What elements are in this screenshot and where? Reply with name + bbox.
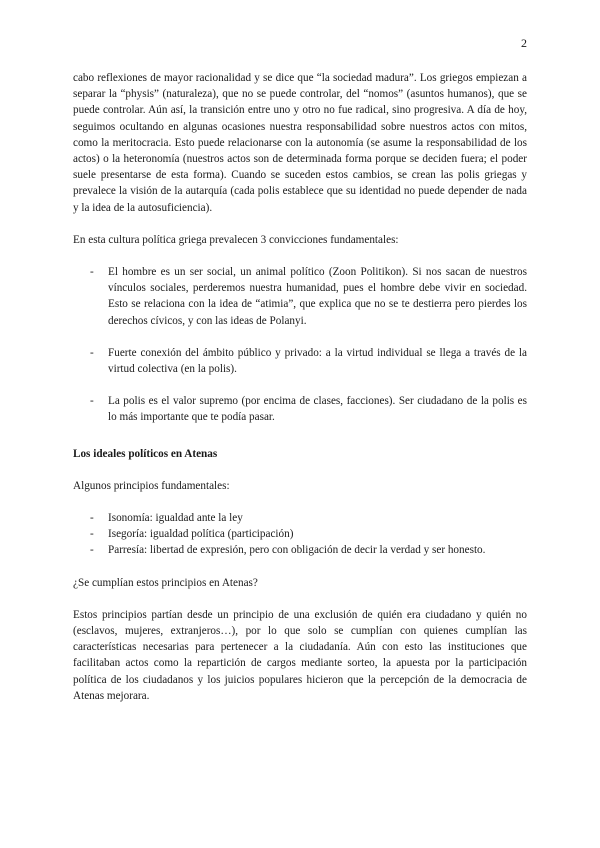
document-body [73, 70, 527, 704]
convictions-list [73, 264, 527, 426]
list-item-text: El hombre es un ser social, un animal político (Zoon Politikon). Si nos sacan de nuestros vínculos sociales, perderemos nuestra humanidad, pues el hombre debe vivir en sociedad. Esto se relaciona con la idea de “atimia”, que explica que no se te destierra pero pierdes los derechos cívicos, y con las ideas de Polanyi. [108, 266, 527, 327]
list-item [73, 264, 527, 329]
list-item [73, 510, 527, 526]
bullet-dash: - [90, 512, 94, 525]
principles-intro: Algunos principios fundamentales: [73, 479, 230, 492]
list-item-text: La polis es el valor supremo (por encima de clases, facciones). Ser ciudadano de la polis es lo más importante que te podía pasar. [108, 395, 527, 424]
bullet-dash: - [90, 528, 94, 541]
list-item [73, 542, 527, 558]
bullet-dash: - [90, 266, 94, 279]
body-paragraph: cabo reflexiones de mayor racionalidad y se dice que “la sociedad madura”. Los griegos empiezan a separar la “physis” (naturaleza), que no se puede controlar, del “nomos” (asuntos humanos), que se puede controlar. Aún así, la transición entre uno y otro no fue radical, sino progresiva. A día de hoy, seguimos ocultando en algunas ocasiones nuestra responsabilidad sobre nuestros actos con mitos, como la meritocracia. Esto puede relacionarse con la autonomía (se asume la responsabilidad de los actos) o la heteronomía (nuestros actos son de determinada forma porque se deciden fuera; el poder suele presentarse de esta forma). Cuando se suceden estos cambios, se crean las polis griegas y prevalece la visión de la autarquía (cada polis establece que su identidad no puede depender de nada y la idea de la autosuficiencia). [73, 72, 527, 214]
list-item [73, 345, 527, 377]
list-item [73, 526, 527, 542]
question-text: ¿Se cumplían estos principios en Atenas? [73, 576, 258, 589]
closing-paragraph: Estos principios partían desde un principio de una exclusión de quién era ciudadano y quién no (esclavos, mujeres, extranjeros…), por lo que solo se cumplían con quienes cumplían las características necesarias para pertenecer a la ciudadanía. Aún con esto las instituciones que facilitaban actos como la repartición de cargos mediante sorteo, la apuesta por la participación política de los ciudadanos y los juicios populares hicieron que la percepción de la democracia de Atenas mejorara. [73, 608, 527, 702]
list-item [73, 393, 527, 425]
list-item-text: Parresía: libertad de expresión, pero con obligación de decir la verdad y ser honesto. [108, 544, 486, 557]
convictions-intro: En esta cultura política griega prevalecen 3 convicciones fundamentales: [73, 233, 399, 246]
section-heading: Los ideales políticos en Atenas [73, 447, 218, 460]
bullet-dash: - [90, 395, 94, 408]
list-item-text: Isonomía: igualdad ante la ley [108, 512, 243, 525]
bullet-dash: - [90, 544, 94, 557]
bullet-dash: - [90, 346, 94, 359]
list-item-text: Fuerte conexión del ámbito público y privado: a la virtud individual se llega a través de la virtud colectiva (en la polis). [108, 346, 527, 376]
principles-list [73, 510, 527, 559]
list-item-text: Isegoría: igualdad política (participación) [108, 528, 294, 541]
page-number: 2 [521, 36, 527, 50]
